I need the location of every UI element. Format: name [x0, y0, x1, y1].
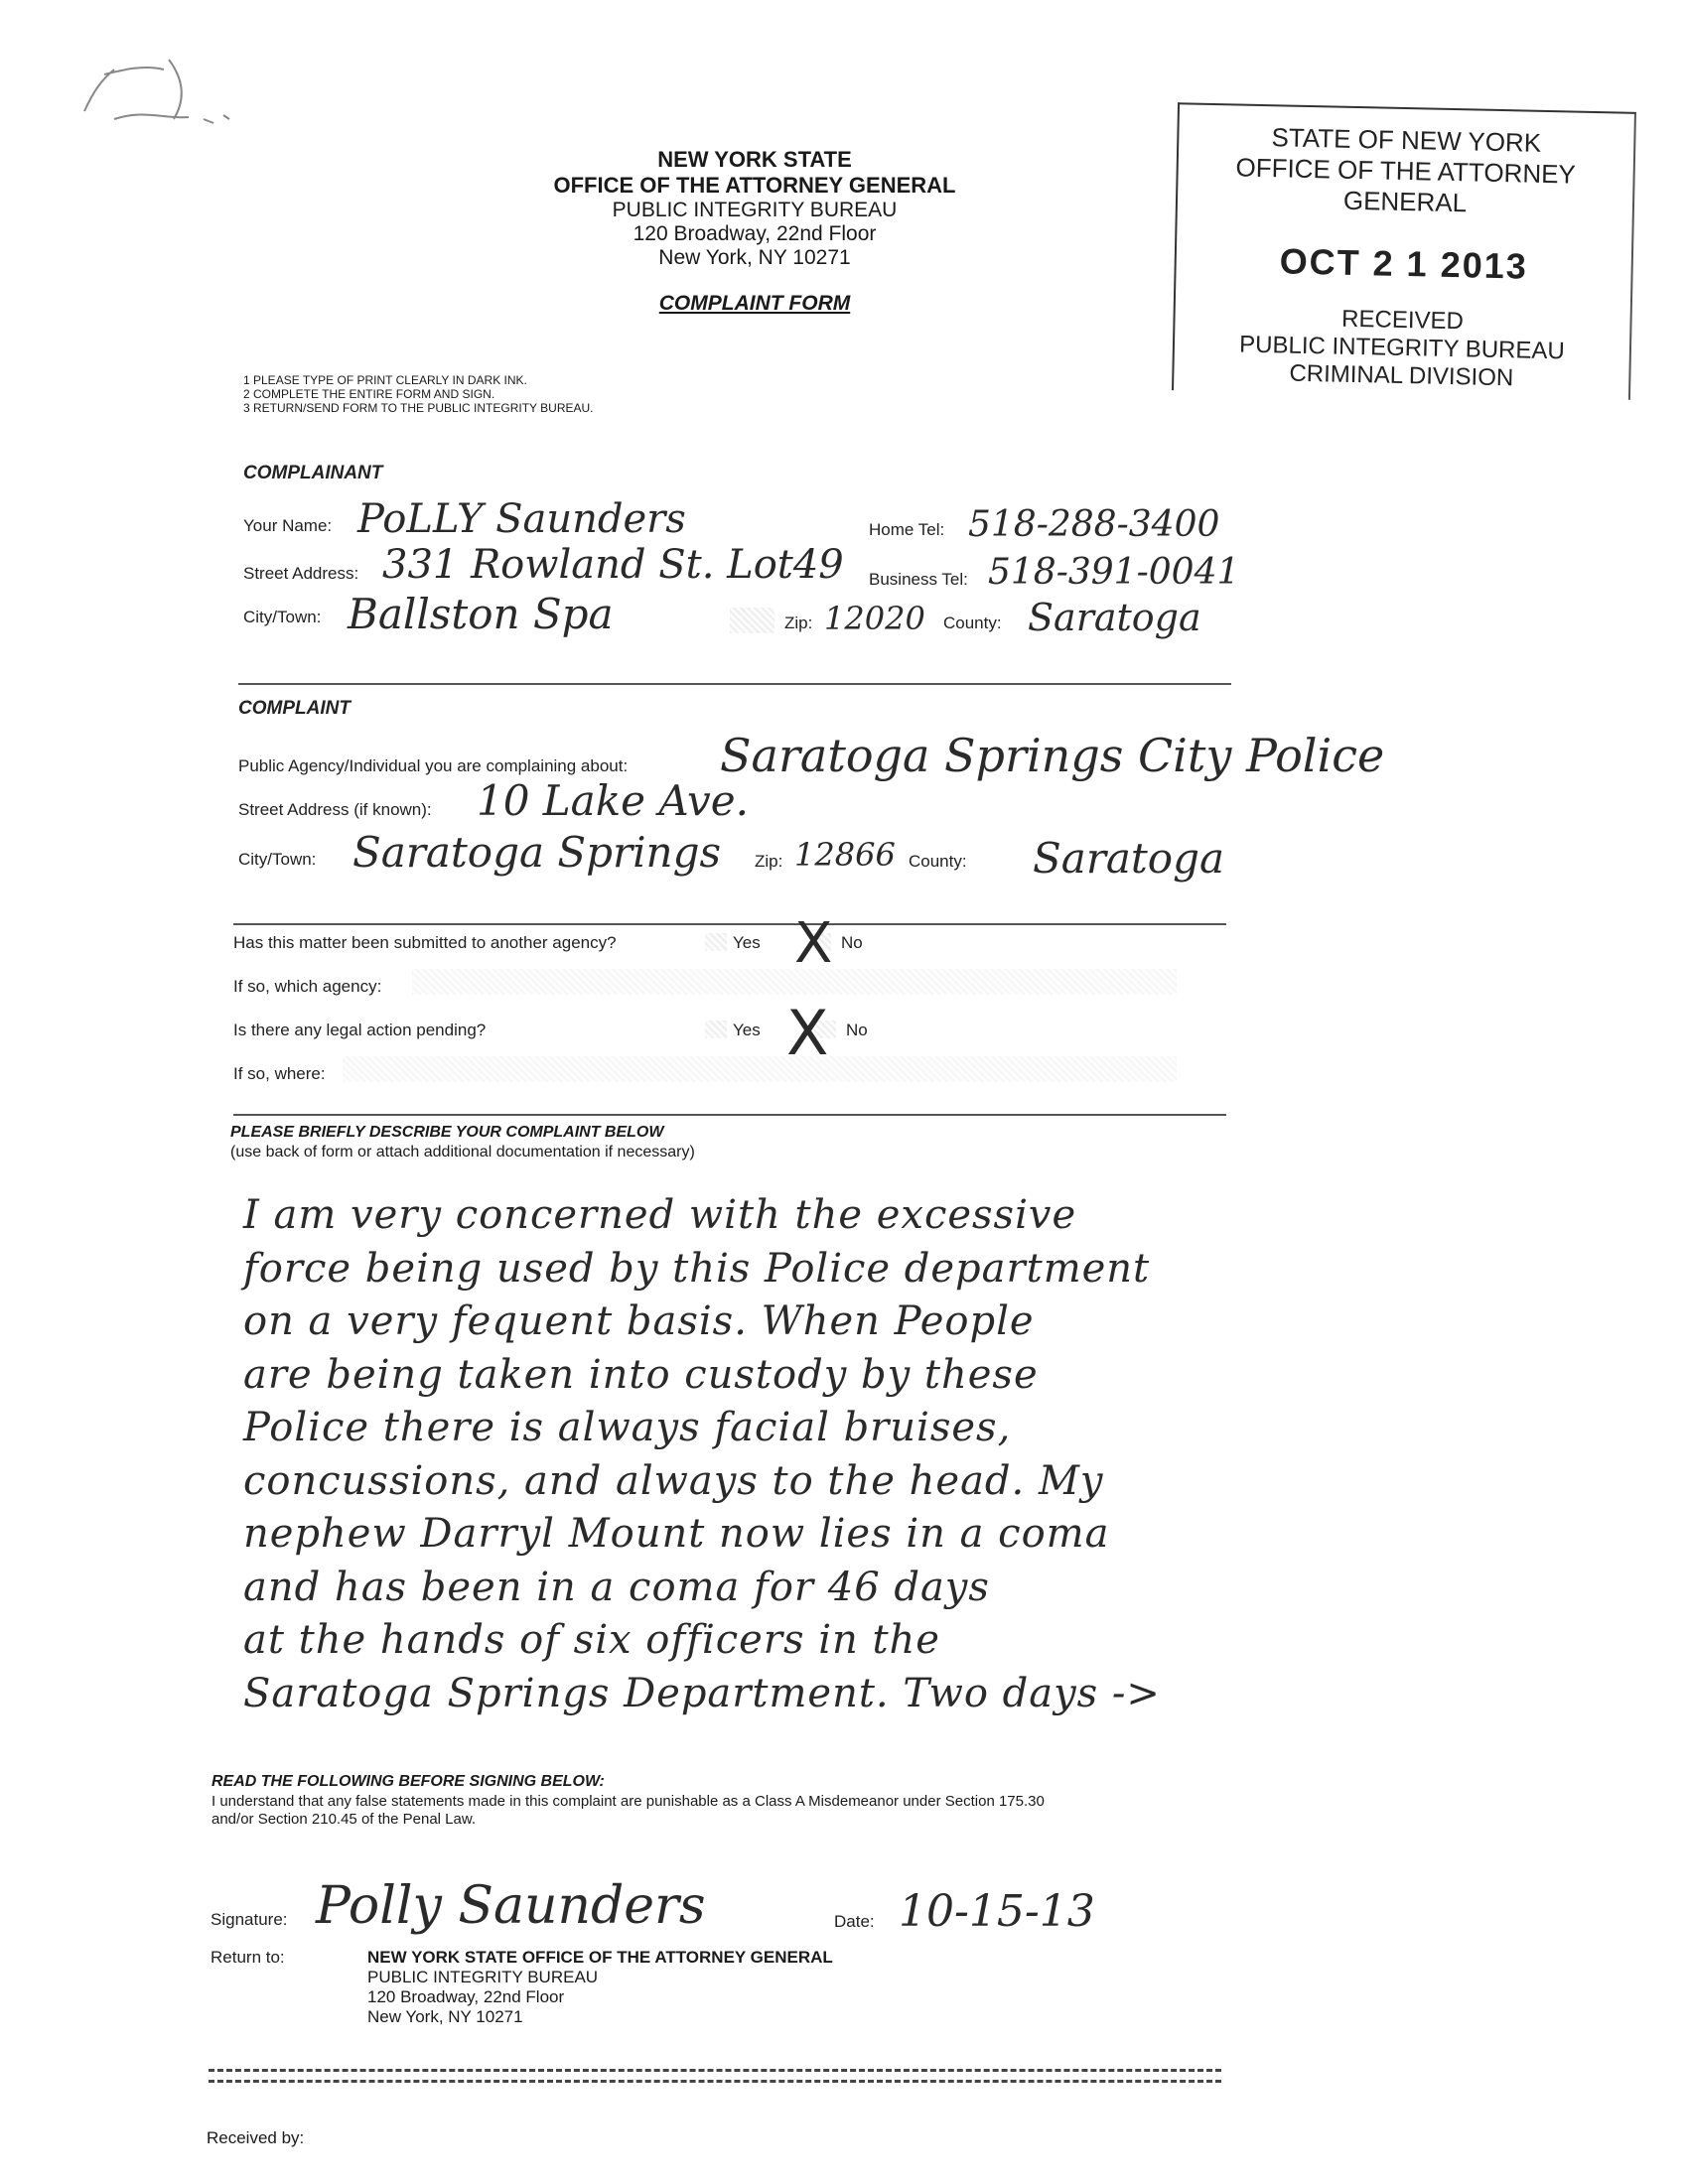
complaint-county-value[interactable]: Saratoga — [1033, 834, 1225, 883]
no-mark-2: X — [786, 997, 829, 1069]
agency-value[interactable]: Saratoga Springs City Police — [720, 729, 1385, 782]
header-office: OFFICE OF THE ATTORNEY GENERAL — [553, 173, 956, 198]
date-value[interactable]: 10-15-13 — [899, 1886, 1095, 1937]
yes-label-1: Yes — [733, 933, 761, 952]
home-tel-value[interactable]: 518-288-3400 — [968, 504, 1220, 545]
instruction-2: 2 COMPLETE THE ENTIRE FORM AND SIGN. — [243, 387, 495, 401]
description-heading: PLEASE BRIEFLY DESCRIBE YOUR COMPLAINT BELOW — [230, 1124, 664, 1141]
description-line-3: on a very fequent basis. When People — [243, 1298, 1035, 1344]
stamp-date: OCT 2 1 2013 — [1279, 240, 1529, 287]
complainant-heading: COMPLAINANT — [243, 463, 383, 483]
header-address: 120 Broadway, 22nd Floor — [633, 222, 877, 245]
stamp-division: CRIMINAL DIVISION — [1289, 359, 1514, 392]
description-line-7: nephew Darryl Mount now lies in a coma — [243, 1511, 1110, 1557]
description-line-10: Saratoga Springs Department. Two days -> — [243, 1670, 1161, 1716]
document-header — [496, 147, 1013, 316]
description-line-2: force being used by this Police department — [243, 1245, 1151, 1292]
description-line-9: at the hands of six officers in the — [243, 1617, 940, 1663]
description-line-4: are being taken into custody by these — [243, 1351, 1039, 1398]
no-label-1: No — [841, 933, 863, 952]
county-value[interactable]: Saratoga — [1028, 596, 1201, 639]
zip-label: Zip: — [784, 614, 813, 632]
complaint-heading: COMPLAINT — [238, 698, 351, 719]
no-mark-1: X — [794, 911, 833, 976]
street-label: Street Address: — [243, 564, 359, 583]
name-value[interactable]: PoLLY Saunders — [357, 496, 686, 542]
description-line-8: and has been in a coma for 46 days — [243, 1564, 990, 1610]
complaint-street-value[interactable]: 10 Lake Ave. — [477, 776, 749, 825]
zip-value[interactable]: 12020 — [824, 600, 925, 637]
signature-label: Signature: — [211, 1910, 288, 1929]
where-label: If so, where: — [233, 1064, 326, 1083]
description-line-5: Police there is always facial bruises, — [243, 1405, 1012, 1450]
stamp-state: STATE OF NEW YORK — [1271, 122, 1542, 158]
no-label-2: No — [846, 1021, 868, 1039]
divider-1 — [238, 683, 1231, 685]
description-subheading: (use back of form or attach additional documentation if necessary) — [230, 1144, 695, 1160]
question-other-agency: Has this matter been submitted to another agency? — [233, 933, 617, 952]
question-legal-action: Is there any legal action pending? — [233, 1021, 487, 1039]
complaint-description[interactable] — [243, 1189, 1415, 1720]
complaint-zip-label: Zip: — [755, 852, 783, 871]
header-city: New York, NY 10271 — [658, 246, 851, 269]
business-tel-value[interactable]: 518-391-0041 — [988, 552, 1240, 593]
where-field[interactable] — [343, 1056, 1177, 1082]
business-tel-label: Business Tel: — [869, 570, 968, 589]
return-to-address — [367, 1948, 833, 2027]
declaration-text-1: I understand that any false statements made in this complaint are punishable as a Class A Misdemeanor under Section 175.30 — [211, 1793, 1045, 1810]
return-office: NEW YORK STATE OFFICE OF THE ATTORNEY GENERAL — [367, 1948, 833, 1967]
corner-scribble — [74, 50, 253, 139]
form-title: COMPLAINT FORM — [658, 292, 851, 315]
header-bureau: PUBLIC INTEGRITY BUREAU — [612, 199, 898, 221]
return-bureau: PUBLIC INTEGRITY BUREAU — [367, 1968, 599, 1986]
name-label: Your Name: — [243, 516, 333, 535]
yes-checkbox-1[interactable] — [705, 933, 727, 951]
description-line-1: I am very concerned with the excessive — [243, 1192, 1077, 1238]
which-agency-field[interactable] — [412, 969, 1177, 995]
signature-value[interactable]: Polly Saunders — [316, 1876, 706, 1936]
instruction-1: 1 PLEASE TYPE OF PRINT CLEARLY IN DARK INK. — [243, 373, 527, 387]
divider-3 — [233, 1114, 1226, 1116]
county-label: County: — [943, 614, 1002, 632]
received-stamp — [1172, 102, 1636, 400]
declaration-heading: READ THE FOLLOWING BEFORE SIGNING BELOW: — [211, 1773, 605, 1790]
declaration-text-2: and/or Section 210.45 of the Penal Law. — [211, 1811, 477, 1828]
which-agency-label: If so, which agency: — [233, 977, 382, 996]
instructions — [243, 373, 594, 415]
stamp-office: OFFICE OF THE ATTORNEY GENERAL — [1235, 152, 1577, 218]
home-tel-label: Home Tel: — [869, 520, 945, 539]
received-by-label: Received by: — [207, 2128, 305, 2147]
street-value[interactable]: 331 Rowland St. Lot49 — [382, 542, 844, 588]
description-line-6: concussions, and always to the head. My — [243, 1457, 1104, 1504]
stamp-bureau: PUBLIC INTEGRITY BUREAU — [1238, 331, 1566, 365]
date-label: Date: — [834, 1912, 875, 1931]
complaint-county-label: County: — [909, 852, 967, 871]
yes-checkbox-2[interactable] — [705, 1021, 727, 1038]
redaction-smudge — [730, 608, 774, 633]
complaint-city-label: City/Town: — [238, 850, 317, 869]
cut-line — [209, 2069, 1221, 2083]
complaint-street-label: Street Address (if known): — [238, 800, 432, 819]
city-label: City/Town: — [243, 608, 322, 626]
header-state: NEW YORK STATE — [657, 147, 852, 172]
yes-label-2: Yes — [733, 1021, 761, 1039]
stamp-received: RECEIVED — [1340, 305, 1465, 336]
instruction-3: 3 RETURN/SEND FORM TO THE PUBLIC INTEGRITY BUREAU. — [243, 401, 594, 415]
return-street: 120 Broadway, 22nd Floor — [367, 1987, 565, 2006]
city-value[interactable]: Ballston Spa — [348, 590, 614, 638]
return-city: New York, NY 10271 — [367, 2007, 523, 2026]
return-to-label: Return to: — [211, 1948, 285, 1967]
agency-label: Public Agency/Individual you are complaining about: — [238, 756, 629, 775]
divider-2 — [233, 923, 1226, 925]
complaint-zip-value[interactable]: 12866 — [794, 836, 896, 874]
complaint-city-value[interactable]: Saratoga Springs — [352, 828, 722, 877]
